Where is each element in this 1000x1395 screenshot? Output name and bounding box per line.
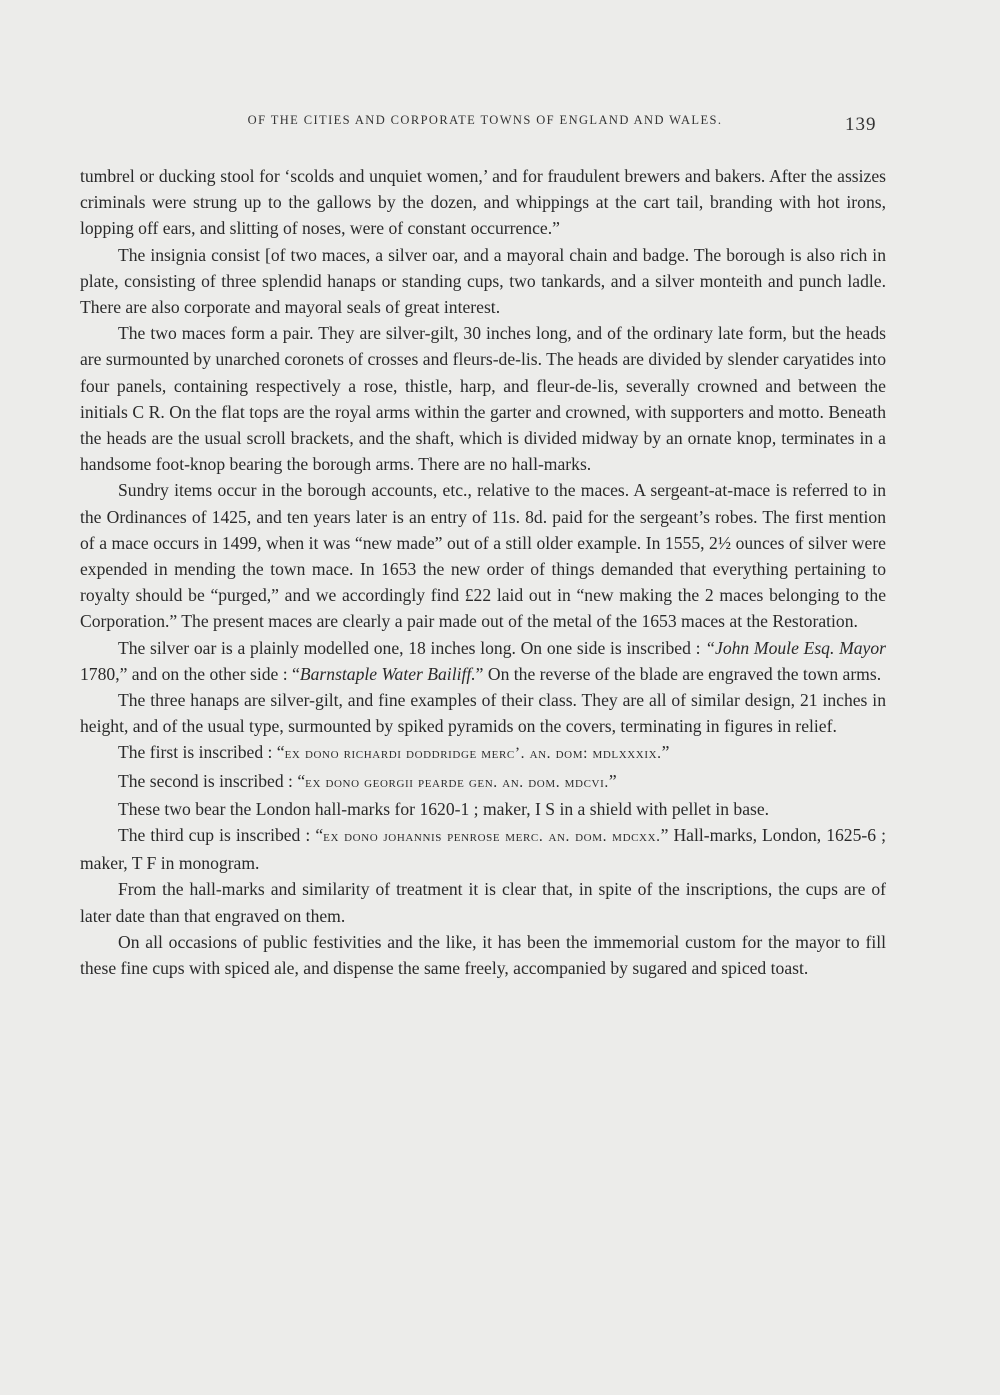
paragraph: [80, 768, 886, 796]
text-run: The silver oar is a plainly modelled one, 18 inches long. On one side is inscribed :: [118, 637, 701, 658]
text-run: ” Hall-marks, London, 1625-6 ; maker, T F in monogram.: [80, 825, 886, 874]
text-run: The third cup is inscribed : “: [118, 825, 324, 846]
paragraph: The three hanaps are silver-gilt, and fine examples of their class. They are all of similar design, 21 inches in height, and of the usual type, surmounted by spiked pyramids on the covers, terminating in figures in relief.: [80, 690, 886, 737]
body-text: [80, 163, 886, 981]
text-run: The first is inscribed : “: [118, 742, 285, 763]
paragraph: From the hall-marks and similarity of treatment it is clear that, in spite of the inscriptions, the cups are of later date than that engraved on them.: [80, 879, 886, 926]
running-title: OF THE CITIES AND CORPORATE TOWNS OF ENGLAND AND WALES.: [247, 113, 723, 127]
italic-inscription: “John Moule Esq. Mayor: [705, 637, 886, 658]
paragraph: On all occasions of public festivities and the like, it has been the immemorial custom for the mayor to fill these fine cups with spiced ale, and dispense the same freely, accompanied by sugared and spiced toast.: [80, 931, 886, 979]
text-run: ”: [661, 742, 670, 763]
italic-inscription: Barnstaple Water Bailiff.: [299, 663, 476, 684]
paragraph: The two maces form a pair. They are silver-gilt, 30 inches long, and of the ordinary late form, but the heads are surmounted by unarched coronets of crosses and fleurs-de-lis. The heads are divided by slender caryatides into four panels, containing respectively a rose, thistle, harp, and fleur-de-lis, severally crowned and between the initials C R. On the flat tops are the royal arms within the garter and crowned, with supporters and motto. Beneath the heads are the usual scroll brackets, and the shaft, which is divided midway by an ornate knop, terminates in a handsome foot-knop bearing the borough arms. There are no hall-marks.: [80, 323, 886, 475]
smallcaps-inscription: ex dono johannis penrose merc. an. dom. mdcxx.: [323, 828, 661, 846]
smallcaps-inscription: ex dono georgii pearde gen. an. dom. mdcvi.: [305, 773, 609, 791]
text-run: 1780,” and on the other side : “: [80, 663, 300, 684]
paragraph: [80, 635, 886, 687]
page-number: 139: [845, 114, 877, 135]
paragraph: These two bear the London hall-marks for 1620-1 ; maker, I S in a shield with pellet in base.: [118, 798, 770, 819]
paragraph: The insignia consist [of two maces, a silver oar, and a mayoral chain and badge. The borough is also rich in plate, consisting of three splendid hanaps or standing cups, two tankards, and a silver monteith and punch ladle. There are also corporate and mayoral seals of great interest.: [80, 244, 886, 318]
smallcaps-inscription: ex dono richardi doddridge merc’. an. dom: mdlxxxix.: [284, 745, 662, 763]
paragraph: [80, 739, 886, 767]
paragraph: [80, 822, 886, 876]
paragraph: tumbrel or ducking stool for ‘scolds and unquiet women,’ and for fraudulent brewers and bakers. After the assizes criminals were strung up to the gallows by the dozen, and whippings at the cart tail, branding with hot irons, lopping off ears, and slitting of noses, were of constant occurrence.”: [80, 166, 886, 239]
text-run: ”: [608, 770, 617, 791]
text-run: The second is inscribed : “: [118, 770, 306, 791]
text-run: ” On the reverse of the blade are engraved the town arms.: [475, 663, 882, 684]
paragraph: Sundry items occur in the borough accounts, etc., relative to the maces. A sergeant-at-mace is referred to in the Ordinances of 1425, and ten years later is an entry of 11s. 8d. paid for the sergeant’s robes. The first mention of a mace occurs in 1499, when it was “new made” out of a still older example. In 1555, 2½ ounces of silver were expended in mending the town mace. In 1653 the new order of things demanded that everything pertaining to royalty should be “purged,” and we accordingly find £22 laid out in “new making the 2 maces belonging to the Corporation.” The present maces are clearly a pair made out of the metal of the 1653 maces at the Restoration.: [80, 480, 886, 632]
